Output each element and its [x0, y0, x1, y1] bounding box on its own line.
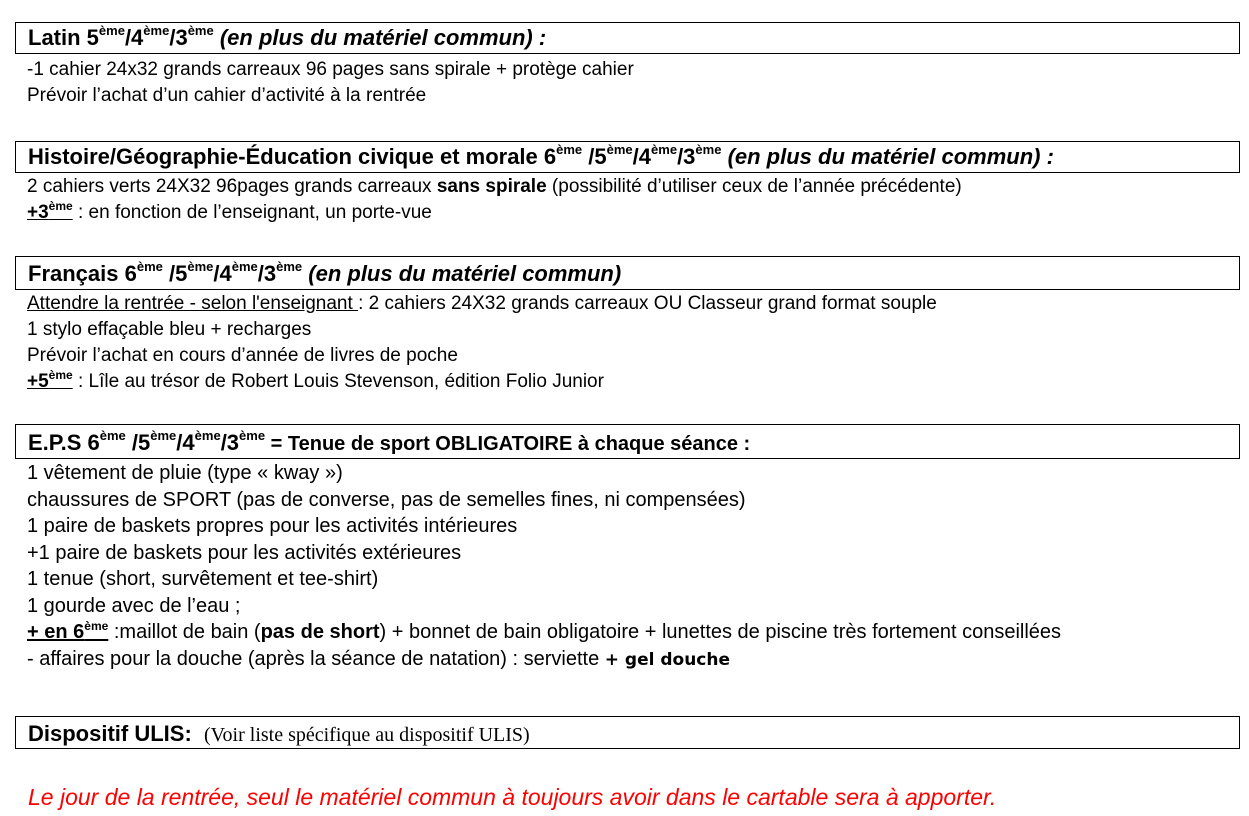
list-item	[27, 369, 937, 395]
latin-sup-3: ème	[187, 23, 214, 38]
eps-sep-2: /4	[176, 430, 195, 455]
eps-line7-b: pas de short	[260, 621, 380, 643]
list-item	[27, 174, 962, 200]
histoire-line2-label-text: +3	[27, 202, 49, 223]
francais-line4-sup: ème	[48, 368, 73, 382]
list-item: Prévoir l’achat en cours d’année de livres de poche	[27, 345, 458, 366]
francais-sep-3: /3	[257, 261, 277, 286]
francais-list	[27, 291, 937, 395]
histoire-line2-sup: ème	[48, 199, 73, 213]
francais-title: Français 6	[28, 261, 137, 286]
latin-sep-2: /3	[169, 25, 188, 50]
latin-sup-1: ème	[98, 23, 125, 38]
francais-sup-4: ème	[276, 259, 303, 274]
list-item: 1 tenue (short, survêtement et tee-shirt)	[27, 568, 379, 590]
eps-sep-1: /5	[125, 430, 151, 455]
eps-line7-c: ) + bonnet de bain obligatoire + lunettes de piscine très fortement conseillées	[379, 621, 1062, 643]
histoire-line1-b: sans spirale	[436, 176, 547, 197]
histoire-line2-label	[27, 199, 73, 223]
francais-line4-text: : Lîle au trésor de Robert Louis Stevenson, édition Folio Junior	[72, 371, 604, 392]
ulis-note: (Voir liste spécifique au dispositif ULIS)	[204, 724, 530, 746]
eps-line7-label	[27, 621, 108, 643]
histoire-sep-2: /4	[632, 144, 652, 169]
eps-line7-a: :maillot de bain (	[108, 621, 261, 643]
histoire-sup-2: ème	[606, 142, 633, 157]
eps-header	[15, 424, 1240, 459]
histoire-header	[15, 141, 1240, 173]
histoire-sup-3: ème	[651, 142, 678, 157]
francais-header	[15, 256, 1240, 290]
list-item: 1 vêtement de pluie (type « kway »)	[27, 462, 343, 484]
francais-sup-1: ème	[136, 259, 163, 274]
francais-sup-2: ème	[187, 259, 214, 274]
list-item	[27, 646, 1061, 673]
list-item: chaussures de SPORT (pas de converse, pas de semelles fines, ni compensées)	[27, 488, 746, 511]
list-item	[27, 200, 962, 226]
histoire-line2-text: : en fonction de l’enseignant, un porte-vue	[72, 202, 432, 223]
list-item: 1 paire de baskets propres pour les activités intérieures	[27, 515, 518, 537]
eps-sup-4: ème	[239, 428, 266, 443]
latin-list	[27, 57, 634, 109]
eps-line8-b: + gel douche	[604, 649, 731, 670]
latin-title: Latin 5	[28, 25, 99, 50]
list-item: -1 cahier 24x32 grands carreaux 96 pages sans spirale + protège cahier	[27, 59, 634, 80]
histoire-sup-4: ème	[695, 142, 722, 157]
ulis-header	[15, 716, 1240, 749]
list-item: 1 stylo effaçable bleu + recharges	[27, 319, 312, 340]
histoire-line1-c: (possibilité d’utiliser ceux de l’année précédente)	[546, 176, 962, 197]
latin-sep-1: /4	[124, 25, 144, 50]
list-item	[27, 619, 1061, 646]
histoire-line1-a: 2 cahiers verts 24X32 96pages grands carreaux	[27, 176, 437, 197]
francais-sep-1: /5	[162, 261, 188, 286]
latin-header	[15, 22, 1240, 54]
francais-note: (en plus du matériel commun)	[302, 261, 622, 286]
list-item: +1 paire de baskets pour les activités extérieures	[27, 541, 462, 564]
list-item: 1 gourde avec de l’eau ;	[27, 594, 241, 617]
francais-sep-2: /4	[213, 261, 232, 286]
eps-line7-label-text: + en 6	[27, 621, 85, 643]
histoire-title: Histoire/Géographie-Éducation civique et morale 6	[28, 144, 557, 169]
footer-note: Le jour de la rentrée, seul le matériel commun à toujours avoir dans le cartable sera à apporter.	[28, 784, 997, 810]
francais-line1-underlined: Attendre la rentrée - selon l'enseignant	[27, 293, 359, 314]
eps-sup-2: ème	[150, 428, 177, 443]
histoire-sup-1: ème	[556, 142, 583, 157]
histoire-sep-1: /5	[582, 144, 607, 169]
eps-line7-sup: ème	[84, 619, 109, 633]
histoire-sep-3: /3	[677, 144, 696, 169]
ulis-title: Dispositif ULIS:	[28, 721, 192, 746]
list-item: Prévoir l’achat d’un cahier d’activité à la rentrée	[27, 85, 427, 106]
histoire-list	[27, 174, 962, 226]
eps-sep-3: /3	[220, 430, 240, 455]
francais-line4-label-text: +5	[27, 371, 49, 392]
francais-sup-3: ème	[231, 259, 258, 274]
list-item	[27, 291, 937, 317]
eps-line8-a: - affaires pour la douche (après la séance de natation) : serviette	[27, 647, 605, 670]
francais-line4-label	[27, 368, 73, 392]
eps-note: = Tenue de sport OBLIGATOIRE à chaque séance :	[265, 433, 751, 455]
eps-sup-3: ème	[194, 428, 221, 443]
latin-note: (en plus du matériel commun) :	[213, 25, 547, 50]
histoire-note: (en plus du matériel commun) :	[721, 144, 1054, 169]
eps-sup-1: ème	[99, 428, 126, 443]
francais-line1-text: : 2 cahiers 24X32 grands carreaux OU Classeur grand format souple	[358, 293, 937, 314]
latin-sup-2: ème	[143, 23, 170, 38]
eps-list	[27, 460, 1061, 672]
eps-title: E.P.S 6	[28, 430, 100, 455]
